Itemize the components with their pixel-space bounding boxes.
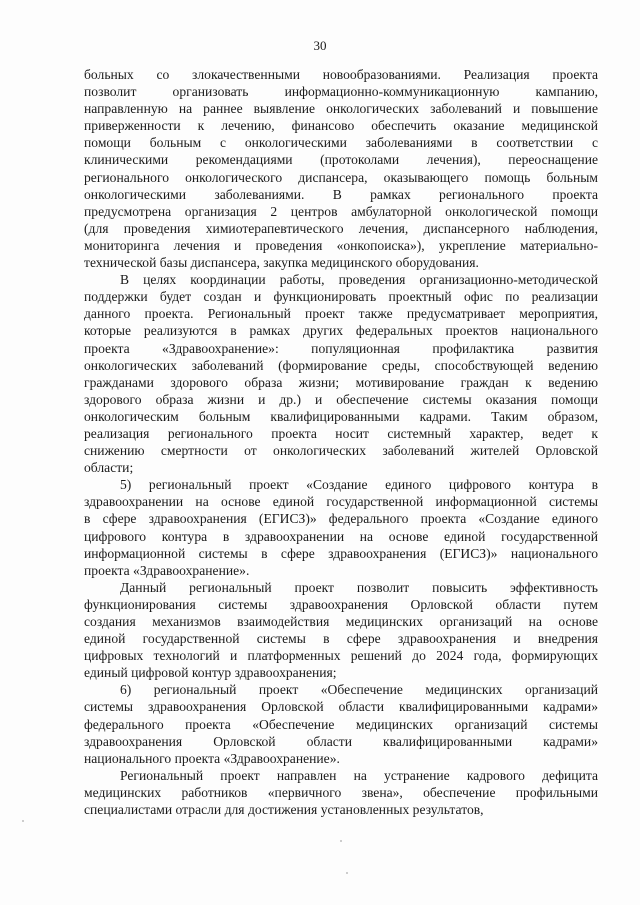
paragraph-staff-deficit (84, 767, 598, 818)
scan-speck (346, 872, 348, 874)
text-line: 6) региональный проект «Обеспечение медицинских организаций (120, 682, 598, 698)
text-line: области; (84, 460, 134, 476)
text-line: регионального онкологического диспансера, оказывающего помощь больным (84, 169, 598, 185)
text-line: в сфере здравоохранения (ЕГИСЗ)» федерального проекта «Создание единого (84, 511, 598, 527)
text-line: помощи больным с онкологическими заболеваниями в соответствии с (84, 135, 598, 151)
body-text (84, 66, 598, 818)
scan-speck (22, 820, 24, 822)
text-line: позволит организовать информационно-коммуникационную кампанию, (84, 84, 598, 100)
text-line: снижению смертности от онкологических заболеваний жителей Орловской (84, 443, 598, 459)
text-line: гражданами здорового образа жизни; мотивирование граждан к ведению (84, 374, 598, 390)
text-line: создания механизмов взаимодействия медицинских организаций на основе (84, 614, 598, 629)
page-number: 30 (313, 38, 327, 53)
paragraph-item-5 (84, 476, 598, 579)
text-line: направленную на раннее выявление онкологических заболеваний и повышение (84, 101, 598, 117)
text-line: специалистами отрасли для достижения установленных результатов, (84, 802, 484, 818)
paragraph-item-6 (84, 681, 598, 766)
text-line: поддержки будет создан и функционировать проектный офис по реализации (84, 289, 598, 305)
text-line: федерального проекта «Обеспечение медицинских организаций системы (84, 716, 598, 732)
paragraph-coordination (84, 271, 598, 476)
text-line: 5) региональный проект «Создание единого цифрового контура в (120, 477, 598, 493)
text-line: единой государственной системы в сфере здравоохранения и внедрения (84, 631, 598, 647)
text-line: здорового образа жизни и др.) и обеспечение системы оказания помощи (84, 391, 598, 407)
text-line: информационной системы в сфере здравоохранения (ЕГИСЗ)» национального (84, 545, 598, 561)
text-line: В целях координации работы, проведения организационно-методической (120, 272, 598, 288)
text-line: функционирования системы здравоохранения Орловской области путем (84, 596, 598, 612)
text-line: мониторинга лечения и проведения «онкопоиска»), укрепление материально- (84, 237, 598, 253)
text-line: единый цифровой контур здравоохранения; (84, 665, 337, 681)
text-line: национального проекта «Здравоохранение». (84, 750, 340, 766)
text-line: проекта «Здравоохранение»: популяционная профилактика развития (84, 340, 598, 356)
text-line: онкологическими заболеваниями. В рамках регионального проекта (84, 186, 598, 202)
text-line: онкологическим больным квалифицированными кадрами. Таким образом, (84, 408, 598, 424)
text-line: Региональный проект направлен на устранение кадрового дефицита (120, 767, 598, 783)
text-line: медицинских работников «первичного звена», обеспечение профильными (84, 784, 598, 800)
text-line: которые реализуются в рамках других федеральных проектов национального (84, 323, 598, 339)
text-line: больных со злокачественными новообразованиями. Реализация проекта (84, 67, 598, 82)
text-line: проекта «Здравоохранение». (84, 562, 250, 578)
text-line: клиническими рекомендациями (протоколами лечения), переоснащение (84, 152, 598, 168)
text-line: здравоохранения Орловской области квалифицированными кадрами» (84, 733, 598, 749)
text-line: цифрового контура в здравоохранении на основе единой государственной (84, 528, 598, 544)
text-line: предусмотрена организация 2 центров амбулаторной онкологической помощи (84, 203, 598, 219)
text-line: (для проведения химиотерапевтического лечения, диспансерного наблюдения, (84, 220, 598, 236)
paragraph-digital-contour (84, 579, 598, 682)
scan-speck (340, 840, 342, 842)
text-line: системы здравоохранения Орловской области квалифицированными кадрами» (84, 699, 598, 715)
text-line: данного проекта. Региональный проект также предусматривает мероприятия, (84, 306, 598, 322)
text-line: реализация регионального проекта носит системный характер, ведет к (84, 425, 598, 441)
text-line: приверженности к лечению, финансово обеспечить оказание медицинской (84, 118, 598, 134)
text-line: технической базы диспансера, закупка медицинского оборудования. (84, 255, 479, 271)
text-line: Данный региональный проект позволит повысить эффективность (120, 579, 598, 595)
text-line: здравоохранении на основе единой государственной информационной системы (84, 494, 598, 510)
paragraph-oncology-continued (84, 66, 598, 271)
text-line: цифровых технологий и платформенных решений до 2024 года, формирующих (84, 648, 598, 664)
text-line: онкологических заболеваний (формирование среды, способствующей ведению (84, 357, 598, 373)
